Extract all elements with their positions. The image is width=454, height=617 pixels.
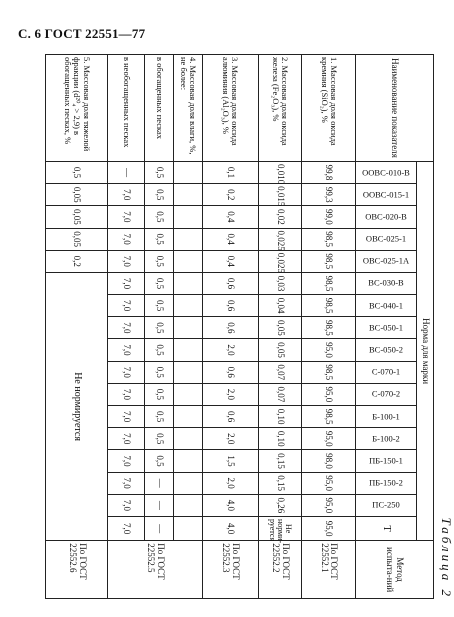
table-cell [174,317,203,339]
table-cell: 0,5 [145,317,174,339]
table-cell [174,406,203,428]
table-cell: 0,5 [145,339,174,361]
row-label: 3. Массовая доля оксида алюминия (Al₂O₃), % [202,55,258,162]
table-cell: 98,5 [302,295,356,317]
table-cell: 0,05 [258,317,301,339]
table-cell: 0,5 [145,428,174,450]
table-cell: — [108,161,145,183]
table-cell: 0,15 [258,472,301,494]
table-cell: 4,0 [202,494,258,516]
table-cell: 0,6 [202,295,258,317]
table-cell: 0,5 [145,383,174,405]
table-cell: 0,05 [46,206,108,228]
table-cell: 98,5 [302,361,356,383]
table-cell: 0,5 [145,272,174,294]
row-label: 1. Массовая доля оксида кремния (SiO₂), % [302,55,356,162]
table-cell: 7,0 [108,339,145,361]
table-cell: 0,6 [202,272,258,294]
table-cell: 0,07 [258,383,301,405]
table-cell: 98,5 [302,228,356,250]
table-cell: 98,5 [302,250,356,272]
table-cell [174,494,203,516]
row-label: 2. Массовая доля оксида железа (Fe₂O₃), % [258,55,301,162]
table-cell: 0,5 [46,161,108,183]
table-cell: 0,2 [202,184,258,206]
grade-header: ОВС-025-1 [356,228,417,250]
table-cell: 2,0 [202,472,258,494]
table-cell: 7,0 [108,272,145,294]
table-cell: 0,5 [145,295,174,317]
table-cell: 99,3 [302,184,356,206]
table-cell: 0,5 [145,228,174,250]
table-cell: 2,0 [202,428,258,450]
method-cell: По ГОСТ 22552.5 [108,541,202,599]
table-cell [174,272,203,294]
method-cell: По ГОСТ 22552.6 [46,541,108,599]
table-cell [174,383,203,405]
table-cell [174,228,203,250]
table-cell: 0,5 [145,161,174,183]
table-cell: 98,5 [302,406,356,428]
grade-header: ВС-040-1 [356,295,417,317]
grade-header: Б-100-2 [356,428,417,450]
grade-header: ООВС-010-В [356,161,417,183]
grade-header: ОВС-025-1А [356,250,417,272]
table-cell: 0,5 [145,206,174,228]
grade-header-t: Т [356,516,417,540]
table-row [145,55,174,599]
row-label: 4. Массовая доля влаги, %, не более: [174,55,203,162]
table-cell: 7,0 [108,295,145,317]
grade-header: ОВС-020-В [356,206,417,228]
table-cell: 0,6 [202,361,258,383]
table-cell: 7,0 [108,406,145,428]
table-cell: 0,02 [258,206,301,228]
method-cell: По ГОСТ 22552.3 [202,541,258,599]
table-cell: 0,6 [202,317,258,339]
table-cell: 7,0 [108,250,145,272]
table-cell [174,516,203,540]
table-cell: 0,05 [46,228,108,250]
table-cell: 7,0 [108,206,145,228]
table-cell: — [145,494,174,516]
grade-header: ВС-030-В [356,272,417,294]
table-cell: 0,10 [258,428,301,450]
table-cell: 0,025 [258,228,301,250]
table-cell: 98,0 [302,450,356,472]
table-cell: 95,0 [302,516,356,540]
table-cell: 0,015 [258,184,301,206]
table-cell: 0,5 [145,450,174,472]
table-cell: 95,0 [302,428,356,450]
table-cell: 0,4 [202,250,258,272]
column-group-header: Норма для марки [417,161,434,540]
table-cell: 99,8 [302,161,356,183]
table-cell: 7,0 [108,317,145,339]
table-cell: 0,5 [145,250,174,272]
table-cell: 0,6 [202,406,258,428]
table-cell: 0,4 [202,206,258,228]
table-cell [174,339,203,361]
table-cell: 4,0 [202,516,258,540]
table-cell: 2,0 [202,383,258,405]
grade-header: ПС-250 [356,494,417,516]
table-row [174,55,203,599]
table-cell [174,206,203,228]
table-cell: 7,0 [108,228,145,250]
grade-header: С-070-1 [356,361,417,383]
grade-header: ВС-050-1 [356,317,417,339]
table-cell: 0,025 [258,250,301,272]
table-cell: 95,0 [302,383,356,405]
table-cell [174,184,203,206]
table-cell [174,250,203,272]
rotated-table-block [45,54,454,599]
row-label: в необогащенных песках [108,55,145,162]
page-header: С. 6 ГОСТ 22551—77 [18,26,146,41]
row-label: 5. Массовая доля тяжелой фракции (d²⁰₄ > 2,9) в обогащенных песках, % [46,55,108,162]
table-row [46,55,108,599]
column-header-method: Метод испыта-ний [356,541,434,599]
method-cell: По ГОСТ 22552.1 [302,541,356,599]
table-cell: 0,05 [258,339,301,361]
grade-header: Б-100-1 [356,406,417,428]
table-cell: 7,0 [108,383,145,405]
table-row [302,55,356,599]
table-cell: 0,15 [258,450,301,472]
table-cell: 95,0 [302,494,356,516]
table-cell: 7,0 [108,361,145,383]
table-row [258,55,301,599]
grade-header: ПБ-150-2 [356,472,417,494]
table-cell: 7,0 [108,184,145,206]
table-cell: 0,26 [258,494,301,516]
table-cell: 0,4 [202,228,258,250]
table-cell: — [145,472,174,494]
grade-header: ООВС-015-1 [356,184,417,206]
column-header-name: Наименование показателя [356,55,434,162]
table-cell: 95,0 [302,339,356,361]
method-cell: По ГОСТ 22552.2 [258,541,301,599]
table-cell: 0,05 [46,184,108,206]
table-cell [174,428,203,450]
table-cell: 95,0 [302,472,356,494]
table-cell [174,161,203,183]
table-cell: 0,5 [145,184,174,206]
table-cell: 99,0 [302,206,356,228]
table-cell [174,450,203,472]
table-cell-not-normed: Не норми-руется [258,516,301,540]
table-cell: 0,04 [258,295,301,317]
table-cell: 0,2 [46,250,108,272]
table-row [108,55,145,599]
table-cell: 1,5 [202,450,258,472]
table-cell: 0,10 [258,406,301,428]
table-cell: 2,0 [202,339,258,361]
table-cell: 7,0 [108,428,145,450]
table-cell: 0,1 [202,161,258,183]
table-cell: 98,5 [302,272,356,294]
table-cell [174,472,203,494]
table-cell: 7,0 [108,516,145,540]
table-cell [174,361,203,383]
grade-header: С-070-2 [356,383,417,405]
table-cell: 7,0 [108,494,145,516]
not-normed-cell: Не нормируется [46,272,108,540]
table-row [202,55,258,599]
grade-header: ПБ-150-1 [356,450,417,472]
table-cell: 0,03 [258,272,301,294]
table-cell [174,295,203,317]
properties-table [45,54,434,599]
table-cell: 7,0 [108,472,145,494]
row-label: в обогащенных песках [145,55,174,162]
table-cell: 0,07 [258,361,301,383]
table-cell: — [145,516,174,540]
table-cell: 0,5 [145,361,174,383]
table-caption: Таблица 2 [439,517,454,599]
grade-header: ВС-050-2 [356,339,417,361]
table-cell: 98,5 [302,317,356,339]
table-cell: 0,010 [258,161,301,183]
table-cell: 0,5 [145,406,174,428]
table-cell: 7,0 [108,450,145,472]
